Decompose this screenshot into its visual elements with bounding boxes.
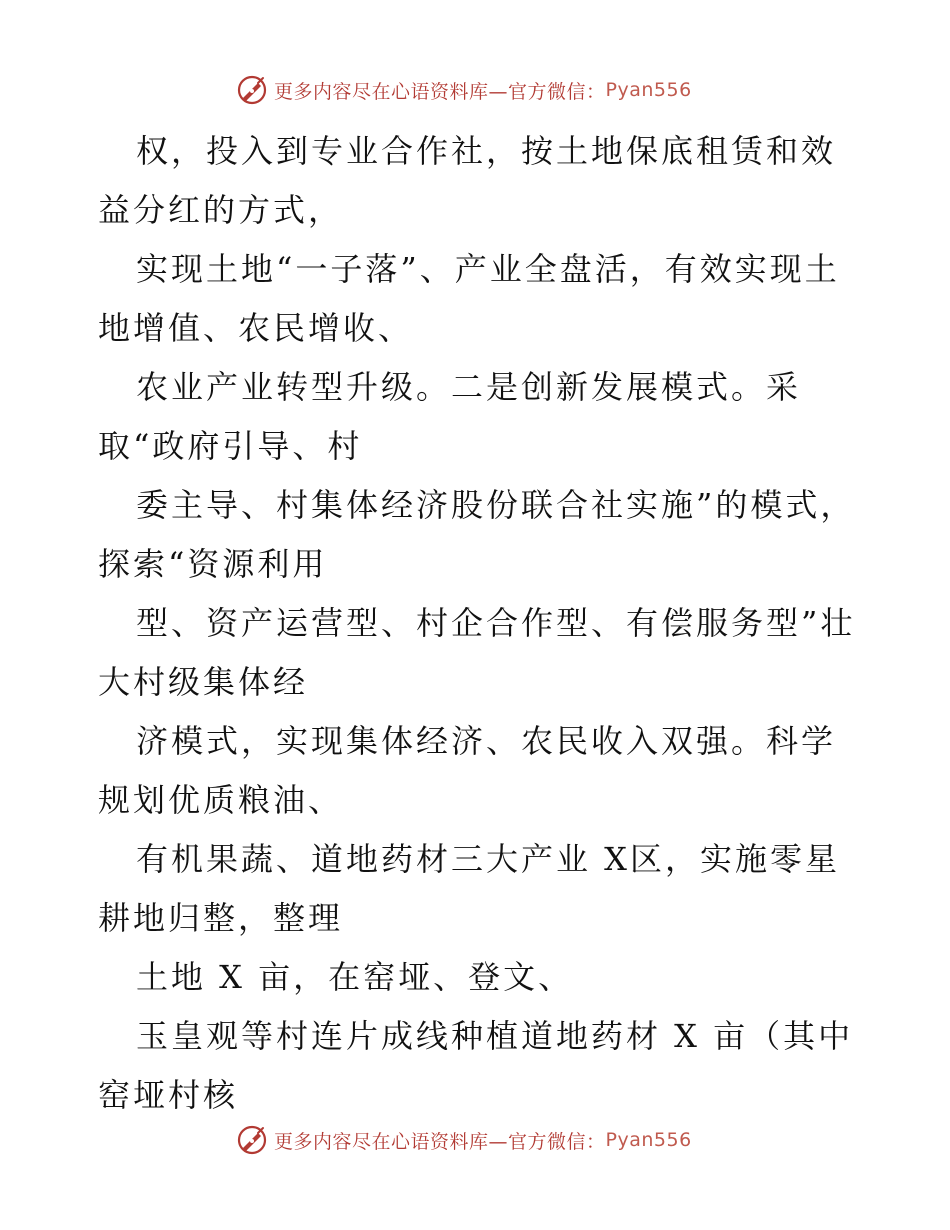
paragraph: 玉皇观等村连片成线种植道地药材 X 亩（其中窑垭村核 (98, 1017, 854, 1114)
watermark-brand: Pyan556 (605, 1129, 692, 1151)
paragraph: 有机果蔬、道地药材三大产业 X区，实施零星耕地归整，整理 (98, 840, 840, 937)
document-body (98, 122, 858, 1125)
paragraph: 型、资产运营型、村企合作型、有偿服务型”壮大村级集体经 (98, 604, 856, 701)
watermark-text: 更多内容尽在心语资料库—官方微信： (274, 80, 606, 103)
quill-logo-icon (236, 74, 268, 106)
paragraph: 济模式，实现集体经济、农民收入双强。科学规划优质粮油、 (98, 722, 837, 819)
watermark-footer (236, 1123, 692, 1157)
paragraph: 农业产业转型升级。二是创新发展模式。采取“政府引导、村 (98, 368, 802, 465)
watermark-header (236, 73, 692, 107)
paragraph: 权，投入到专业合作社，按土地保底租赁和效益分红的方式， (98, 132, 837, 229)
paragraph: 实现土地“一子落”、产业全盘活，有效实现土地增值、农民增收、 (98, 250, 840, 347)
watermark-text: 更多内容尽在心语资料库—官方微信： (274, 1130, 606, 1153)
paragraph: 委主导、村集体经济股份联合社实施”的模式，探索“资源利用 (98, 486, 856, 583)
quill-logo-icon (236, 1124, 268, 1156)
watermark-brand: Pyan556 (605, 79, 692, 101)
paragraph: 土地 X 亩，在窑垭、登文、 (136, 958, 574, 996)
